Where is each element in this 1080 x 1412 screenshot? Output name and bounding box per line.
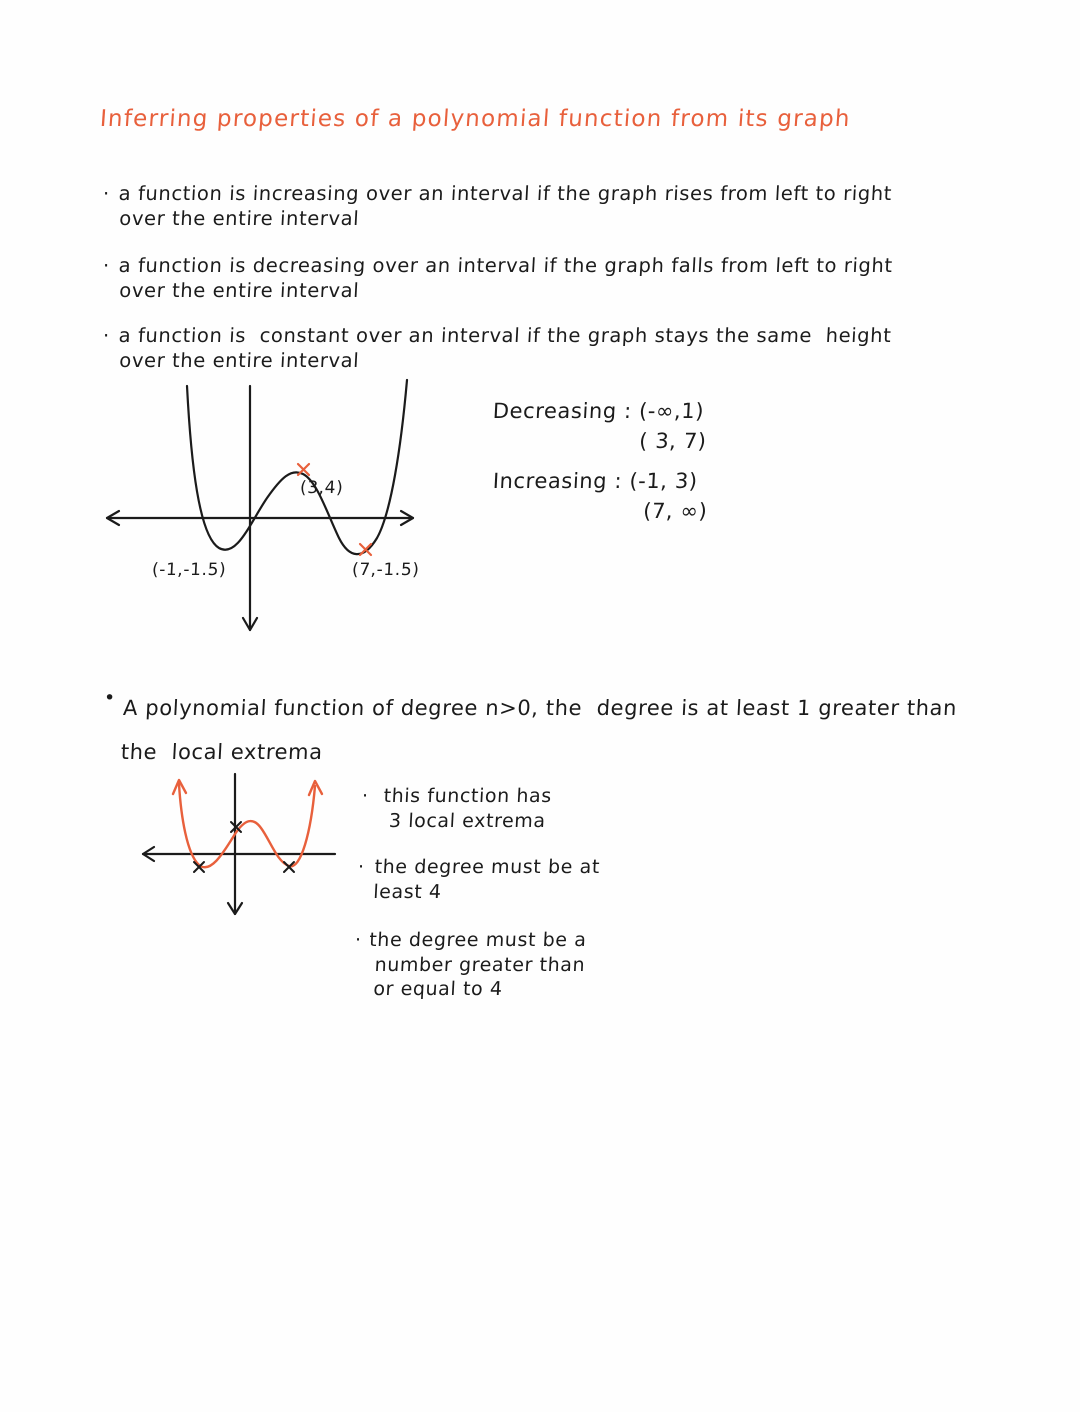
degree-note-line1: A polynomial function of degree n>0, the degree is at least 1 greater than <box>122 696 958 720</box>
decreasing-value-2: ( 3, 7) <box>638 429 708 454</box>
bullet-marker: · <box>103 182 110 205</box>
bullet-decreasing-line1: a function is decreasing over an interval if the graph falls from left to right <box>118 254 894 277</box>
increasing-value-2: (7, ∞) <box>642 499 709 524</box>
increasing-intervals <box>490 466 709 527</box>
bullet-constant-line1: a function is constant over an interval if the graph stays the same height <box>118 324 893 347</box>
bullet-decreasing <box>117 254 894 304</box>
degree-bullet-marker: • <box>104 687 116 709</box>
y-axis <box>243 386 257 630</box>
bullet-increasing <box>117 182 893 232</box>
bullet-decreasing-line2: over the entire interval <box>118 278 360 302</box>
increasing-label: Increasing : <box>492 469 623 493</box>
page-title: Inferring properties of a polynomial function from its graph <box>99 106 852 132</box>
graph2-note-degree-min: the degree must be at least 4 <box>372 856 601 903</box>
extrema-markers <box>194 822 294 872</box>
x-axis <box>143 847 335 861</box>
decreasing-value-1: (-∞,1) <box>638 399 705 423</box>
bullet-increasing-line1: a function is increasing over an interval if the graph rises from left to right <box>118 182 893 205</box>
note-marker: · <box>358 856 365 878</box>
increasing-value-1: (-1, 3) <box>628 469 699 493</box>
graph1-point-label-c: (7,-1.5) <box>351 560 421 580</box>
graph1-point-label-a: (3,4) <box>299 478 344 498</box>
graph2-note-degree-ge: the degree must be a number greater than or equal to 4 <box>366 929 588 1001</box>
x-axis <box>107 511 413 525</box>
note-marker: · <box>355 929 362 951</box>
degree-note <box>120 686 958 774</box>
bullet-marker: · <box>103 254 110 277</box>
degree-note-line2: the local extrema <box>120 740 324 765</box>
decreasing-label: Decreasing : <box>492 399 633 423</box>
decreasing-intervals <box>490 396 709 457</box>
bullet-constant-line2: over the entire interval <box>118 348 360 372</box>
polynomial-graph-2 <box>135 762 350 922</box>
note-marker: · <box>362 785 369 807</box>
graph1-point-label-b: (-1,-1.5) <box>151 560 227 580</box>
bullet-increasing-line2: over the entire interval <box>118 206 360 230</box>
bullet-constant <box>117 324 892 374</box>
graph2-note-extrema: this function has 3 local extrema <box>381 785 553 832</box>
polynomial-graph-1 <box>95 368 425 648</box>
bullet-marker: · <box>103 324 110 347</box>
